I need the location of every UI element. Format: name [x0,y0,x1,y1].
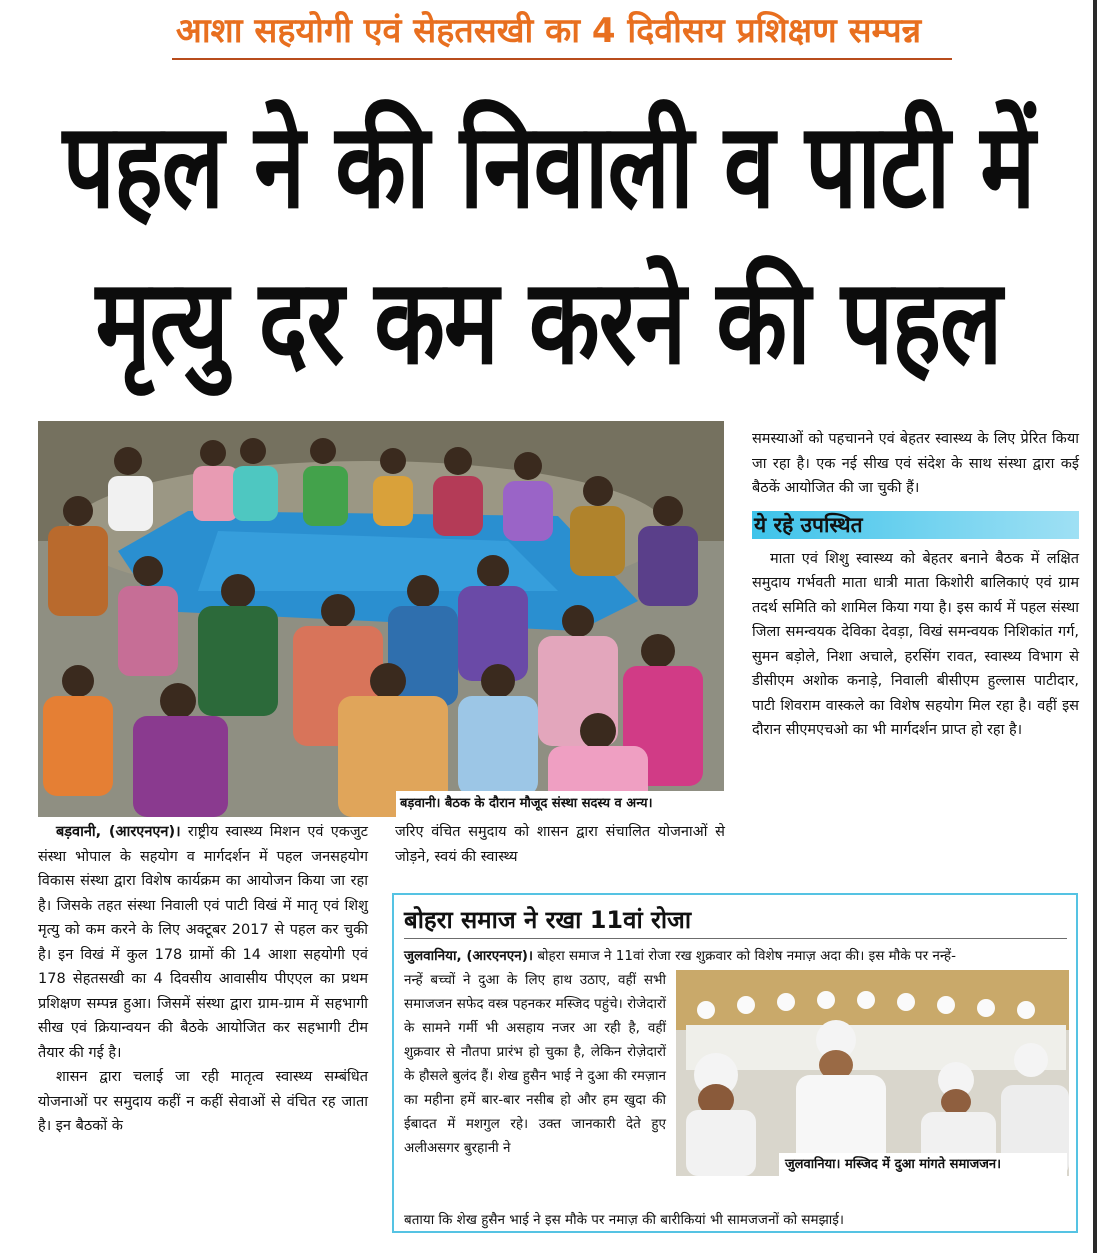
article-text: जरिए वंचित समुदाय को शासन द्वारा संचालित योजनाओं से जोड़ने, स्वयं की स्वास्थ्य [395,824,725,865]
article-text: शासन द्वारा चलाई जा रही मातृत्व स्वास्थ्य सम्बंधित योजनाओं पर समुदाय कहीं न कहीं सेवाओं से वंचित रह जाता है। इन बैठकों के [38,1069,368,1134]
article-column-right [752,427,1079,743]
meeting-illustration [38,421,724,817]
dateline: बड़वानी, (आरएनएन)। [56,824,181,840]
mosque-photo [676,970,1069,1176]
box-lead [404,944,1072,968]
article-text: राष्ट्रीय स्वास्थ्य मिशन एवं एकजुट संस्था भोपाल के सहयोग व मार्गदर्शन में पहल जनसहयोग विकास संस्था द्वारा विशेष कार्यक्रम का आयोजन किया जा रहा है। जिसके तहत संस्था निवाली एवं पाटी विखं में मातृ एवं शिशु मृत्यु को कम करने के लिए अक्टूबर 2017 से पहल कर चुकी है। इन विखं में कुल 178 ग्रामों की 14 आशा सहयोगी एवं 178 सेहतसखी का 4 दिवसीय आवासीय पीएएल का प्रथम प्रशिक्षण सम्पन्न हुआ। जिसमें संस्था द्वारा ग्राम-ग्राम में सहभागी सीख एवं क्रियान्वयन की बैठके आयोजित कर सहभागी टीम तैयार की गई है। [38,824,368,1061]
headline-line-1: पहल ने की निवाली व पाटी में [62,97,1035,235]
photo-caption: बड़वानी। बैठक के दौरान मौजूद संस्था सदस्य व अन्य। [396,791,724,817]
article-text: समस्याओं को पहचानने एवं बेहतर स्वास्थ्य के लिए प्रेरित किया जा रहा है। एक नई सीख एवं संदेश के साथ संस्था द्वारा कई बैठकें आयोजित की जा चुकी हैं। [752,431,1079,496]
box-body: नन्हें बच्चों ने दुआ के लिए हाथ उठाए, वहीं सभी समाजजन सफेद वस्त्र पहनकर मस्जिद पहुंचे। रोजेदारों के सामने गर्मी भी असहाय नजर आ रही है, वहीं शुक्रवार से नौतपा प्रारंभ हो चुका है, लेकिन रोज़ेदारों के हौसले बुलंद हैं। शेख हुसैन भाई ने दुआ की रमज़ान का महीना हमें बार-बार नसीब हो और हम खुदा की ईबादत में मशगुल रहे। उक्त जानकारी देते हुए अलीअसगर बुरहानी ने [404,972,666,1156]
box-photo-caption: जुलवानिया। मस्जिद में दुआ मांगते समाजजन। [779,1153,1067,1176]
box-title: बोहरा समाज ने रखा 11वां रोजा [404,906,692,934]
box-last-line: बताया कि शेख हुसैन भाई ने इस मौके पर नमाज़ की बारीकियां भी सामजजनों को समझाई। [404,1212,845,1228]
headline-line-2: मृत्यु दर कम करने की पहल [95,253,1002,391]
kicker-rule [172,58,952,60]
subheading: ये रहे उपस्थित [752,511,1079,539]
article-paragraph [38,820,368,1065]
mosque-illustration [676,970,1069,1176]
meeting-photo [38,421,724,817]
article-column-middle [395,820,725,869]
article-paragraph [38,1065,368,1139]
article-column-left [38,820,368,1139]
kicker: आशा सहयोगी एवं सेहतसखी का 4 दिवीसय प्रशिक्षण सम्पन्न [175,11,922,51]
box-lead-text: बोहरा समाज ने 11वां रोजा रख शुक्रवार को विशेष नमाज़ अदा की। इस मौके पर नन्हें- [537,948,956,964]
article-text: माता एवं शिशु स्वास्थ्य को बेहतर बनाने बैठक में लक्षित समुदाय गर्भवती माता धात्री माता किशोरी बालिकाएं एवं ग्राम तदर्थ समिति को शामिल किया गया है। इस कार्य में पहल संस्था जिला समन्वयक देविका देवड़ा, विखं समन्वयक निशिकांत गर्ग, सुमन बड़ोले, निशा अचाले, हरसिंग रावत, स्वास्थ्य विभाग से डीसीएम अशोक कनाड़े, निवाली बीसीएम हुल्लास पाटीदार, पाटी शिवराम वास्कले का विशेष सहयोग मिल रहा है। वहीं इस दौरान सीएमएचओ का भी मार्गदर्शन प्राप्त हो रहा है। [752,550,1079,738]
box-dateline: जुलवानिया, (आरएनएन)। [404,948,534,964]
box-rule [404,938,1067,939]
